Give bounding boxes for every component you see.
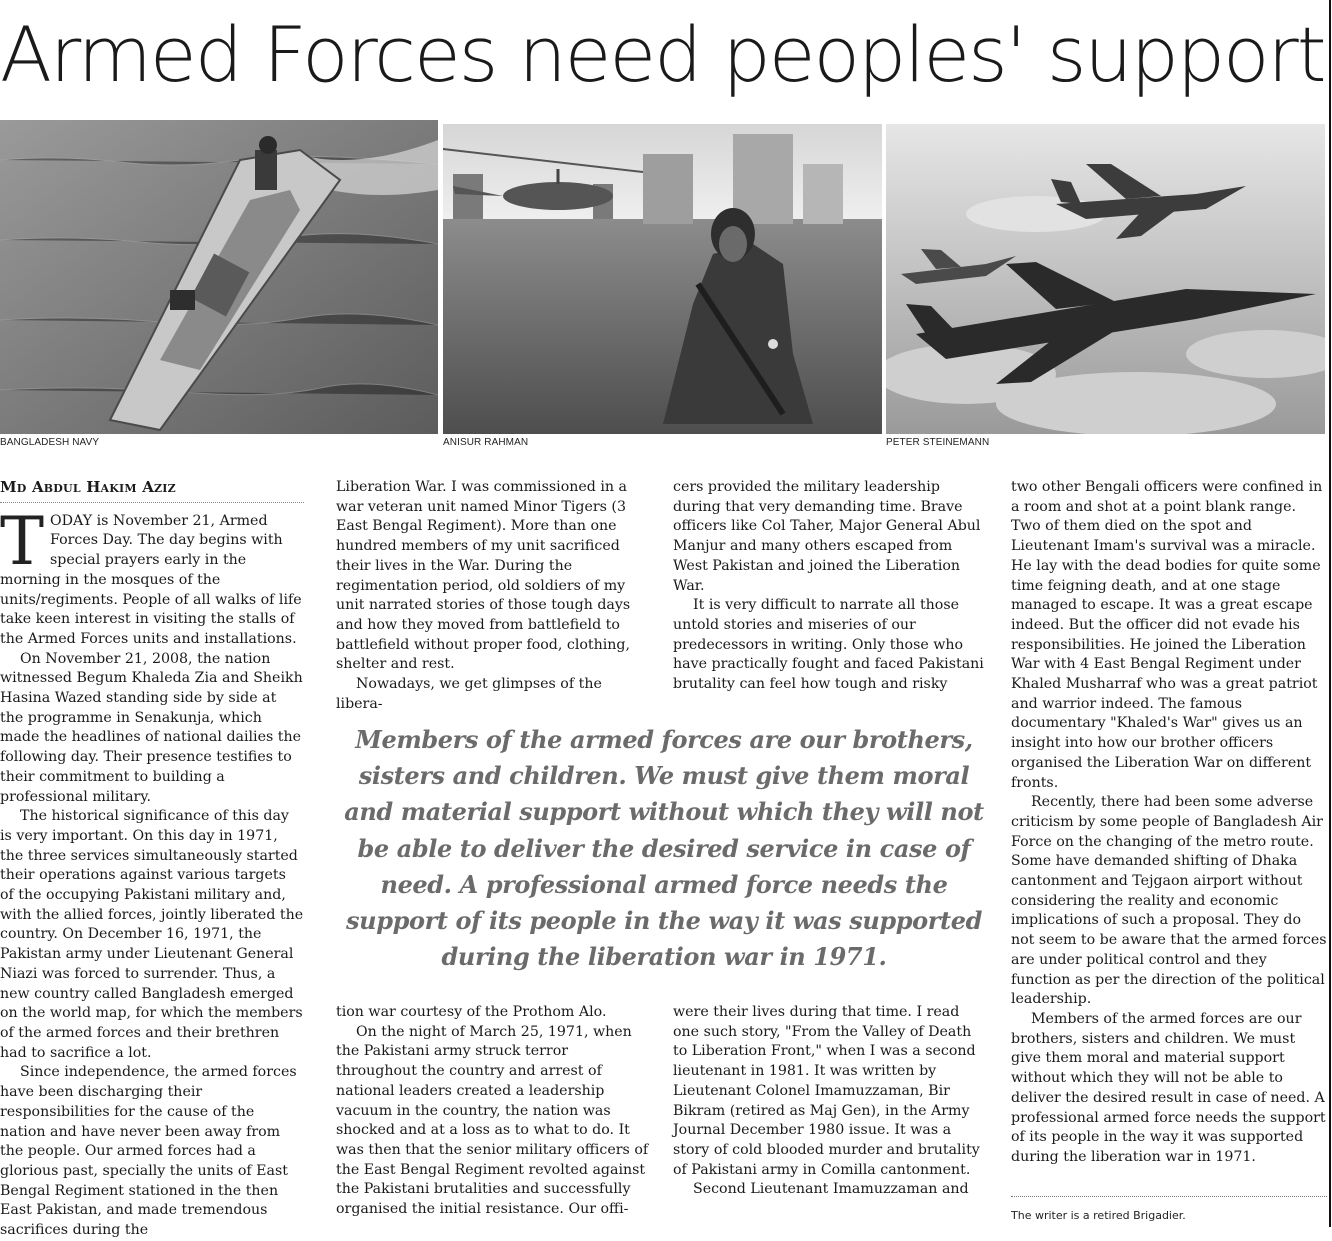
article-column-2-bottom <box>336 1003 650 1220</box>
article-paragraph: Nowadays, we get glimpses of the libera- <box>336 676 602 712</box>
article-paragraph: Since independence, the armed forces have been discharging their responsibilities for the cause of the nation and have never been away from the people. Our armed forces had a glorious past, specially the units of East Bengal Regiment stationed in the then East Pakistan, and made tremendous sacrifices during the <box>0 1064 297 1239</box>
photo-credit: PETER STEINEMANN <box>886 437 990 448</box>
article-column-3-bottom <box>673 1003 987 1200</box>
article-paragraph: two other Bengali officers were confined in a room and shot at a point blank range. Two of them died on the spot and Lieutenant Imam's survival was a miracle. He lay with the dead bodies for quite some time feigning death, and at one stage managed to escape. It was a great escape indeed. But the officer did not evade his responsibilities. He joined the Liberation War with 4 East Bengal Regiment under Khaled Musharraf who was a great patriot and warrior indeed. The famous documentary "Khaled's War" gives us an insight into how our brother officers organised the Liberation War on different fronts. <box>1011 479 1323 791</box>
navy-ship-photo <box>0 120 438 434</box>
article-paragraph: tion war courtesy of the Prothom Alo. <box>336 1004 607 1020</box>
article-paragraph: Members of the armed forces are our brothers, sisters and children. We must give them moral and material support without which they will not be able to deliver the desired result in case of need. A professional armed force needs the support of its people in the way it was supported during the liberation war in 1971. <box>1011 1010 1326 1165</box>
photo-credit: BANGLADESH NAVY <box>0 437 100 448</box>
headline: Armed Forces need peoples' support <box>0 10 1325 99</box>
article-paragraph: The historical significance of this day is very important. On this day in 1971, the three services simultaneously started their operations against various targets of the occupying Pakistani military and, with the allied forces, jointly liberated the country. On December 16, 1971, the Pakistan army under Lieutenant General Niazi was forced to surrender. Thus, a new country called Bangladesh emerged on the world map, for which the members of the armed forces and their brethren had to sacrifice a lot. <box>0 808 304 1061</box>
article-paragraph: TODAY is November 21, Armed Forces Day. The day begins with special prayers early in the morning in the mosques of the units/regiments. People of all walks of life take keen interest in visiting the stalls of the Armed Forces units and installations. <box>0 502 302 647</box>
photo-credit: ANISUR RAHMAN <box>443 437 529 448</box>
article-column-1 <box>0 478 304 1241</box>
writer-note: The writer is a retired Brigadier. <box>1011 1196 1327 1222</box>
fighter-jets-photo <box>886 124 1325 434</box>
article-paragraph: It is very difficult to narrate all those untold stories and miseries of our predecessors in writing. Only those who have practically fought and faced Pakistani brutality can feel how tough and risky <box>673 597 984 693</box>
article-paragraph: were their lives during that time. I read one such story, "From the Valley of Death to Liberation Front," when I was a second lieutenant in 1981. It was written by Lieutenant Colonel Imamuzzaman, Bir Bikram (retired as Maj Gen), in the Army Journal December 1980 issue. It was a story of cold blooded murder and brutality of Pakistani army in Comilla cantonment. <box>673 1004 980 1178</box>
page-edge-rule <box>1329 0 1331 1227</box>
byline: Md Abdul Hakim Aziz <box>0 478 304 503</box>
article-paragraph: Liberation War. I was commissioned in a war veteran unit named Minor Tigers (3 East Bengal Regiment). More than one hundred members of my unit sacrificed their lives in the War. During the regimentation period, old soldiers of my unit narrated stories of those tough days and how they moved from battlefield to battlefield without proper food, clothing, shelter and rest. <box>336 479 631 673</box>
article-column-4 <box>1011 478 1327 1168</box>
article-paragraph: cers provided the military leadership during that very demanding time. Brave officers like Col Taher, Major General Abul Manjur and many others escaped from West Pakistan and joined the Liberation War. <box>673 479 981 594</box>
soldier-photo <box>443 124 882 434</box>
drop-cap: T <box>0 502 45 580</box>
article-column-3-top <box>673 478 987 695</box>
article-paragraph: Recently, there had been some adverse criticism by some people of Bangladesh Air Force on the changing of the metro route. Some have demanded shifting of Dhaka cantonment and Tejgaon airport without considering the reality and economic implications of such a proposal. They do not seem to be aware that the armed forces are under political control and they function as per the direction of the political leadership. <box>1011 794 1327 1008</box>
article-paragraph: On the night of March 25, 1971, when the Pakistani army struck terror throughout the country and arrest of national leaders created a leadership vacuum in the country, the nation was shocked and at a loss as to what to do. It was then that the senior military officers of the East Bengal Regiment revolted against the Pakistani brutalities and successfully organised the initial resistance. Our offi- <box>336 1023 649 1218</box>
pull-quote: Members of the armed forces are our brothers, sisters and children. We must give them moral and material support without which they will not be able to deliver the desired service in case of need. A professional armed force needs the support of its people in the way it was supported during the liberation war in 1971. <box>344 725 984 972</box>
article-column-2-top <box>336 478 650 714</box>
article-paragraph: On November 21, 2008, the nation witnessed Begum Khaleda Zia and Sheikh Hasina Wazed standing side by side at the programme in Senakunja, which made the headlines of national dailies the following day. Their presence testifies to their commitment to building a professional military. <box>0 650 303 805</box>
article-paragraph: Second Lieutenant Imamuzzaman and <box>693 1181 969 1198</box>
